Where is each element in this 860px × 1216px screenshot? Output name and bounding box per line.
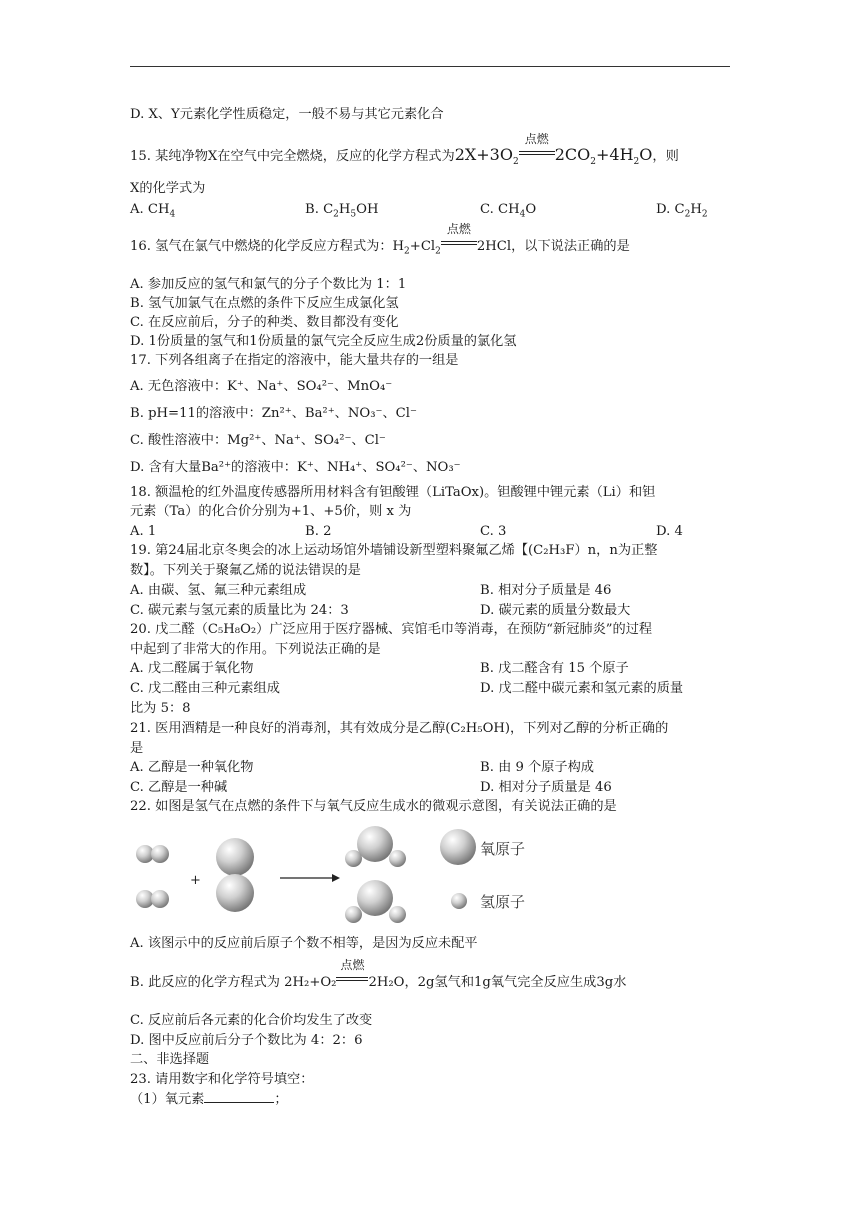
q19-stem-line1: 19. 第24届北京冬奥会的冰上运动场馆外墙铺设新型塑料聚氟乙烯【(C₂H₃F）n，n为正整 [130,543,658,558]
q18-option-b: B. 2 [305,524,332,539]
q23-item1: （1）氧元素 ； [130,1092,288,1107]
q21-option-d: D. 相对分子质量是 46 [480,780,612,795]
q21-stem-line2: 是 [130,741,144,756]
answer-blank[interactable] [204,1090,274,1103]
q15-option-d: D. $C_2H_2$ [656,202,708,220]
q22-stem: 22. 如图是氢气在点燃的条件下与氧气反应生成水的微观示意图，有关说法正确的是 [130,799,617,814]
q21-option-b: B. 由 9 个原子构成 [480,760,594,775]
oxygen-atom [357,880,393,916]
hydrogen-atom [151,845,169,863]
q18-option-a: A. 1 [130,524,157,539]
q15-equation: $2X+3O_2$ [454,145,519,168]
q15-option-b: B. $C_2H_5OH$ [305,202,379,220]
q21-option-c: C. 乙醇是一种碱 [130,780,228,795]
q21-stem-line1: 21. 医用酒精是一种良好的消毒剂，其有效成分是乙醇(C₂H₅OH)，下列对乙醇的分析正确的 [130,721,669,736]
q20-stem-line1: 20. 戊二醛（C₅H₈O₂）广泛应用于医疗器械、宾馆毛巾等消毒，在预防“新冠肺炎”的过程 [130,622,653,637]
q19-option-a: A. 由碳、氢、氟三种元素组成 [130,583,307,598]
q17-option-c: C. 酸性溶液中：Mg²⁺、Na⁺、SO₄²⁻、Cl⁻ [130,433,386,448]
q16-option-d: D. 1份质量的氢气和1份质量的氯气完全反应生成2份质量的氯化氢 [130,334,517,349]
q23-stem: 23. 请用数字和化学符号填空： [130,1072,314,1087]
q17-option-a: A. 无色溶液中：K⁺、Na⁺、SO₄²⁻、MnO₄⁻ [130,379,393,394]
q19-option-d: D. 碳元素的质量分数最大 [480,603,631,618]
hydrogen-atom [345,906,362,923]
oxygen-atom [216,838,254,876]
q22-option-d: D. 图中反应前后分子个数比为 4：2：6 [130,1033,363,1048]
hydrogen-legend-icon [451,893,467,909]
q18-option-c: C. 3 [480,524,507,539]
q16-option-c: C. 在反应前后，分子的种类、数目都没有变化 [130,315,399,330]
q20-option-a: A. 戊二醛属于氧化物 [130,661,254,676]
q20-option-b: B. 戊二醛含有 15 个原子 [480,661,629,676]
section-title: 二、非选择题 [130,1052,210,1067]
hydrogen-atom [151,890,169,908]
q16-stem: 16. 氢气在氯气中燃烧的化学反应方程式为：$H_2+Cl_2$ 点燃 2HCl，以下说法正确的是 [130,222,630,257]
q18-stem-line1: 18. 额温枪的红外温度传感器所用材料含有钽酸锂（LiTaOx)。钽酸锂中锂元素（Li）和钽 [130,485,656,500]
q19-option-c: C. 碳元素与氢元素的质量比为 24：3 [130,603,349,618]
q16-condition: 点燃 [441,238,477,256]
legend-oxygen-label: 氧原子 [480,840,526,858]
q22-option-c: C. 反应前后各元素的化合价均发生了改变 [130,1013,373,1028]
q19-option-b: B. 相对分子质量是 46 [480,583,612,598]
q17-option-d: D. 含有大量Ba²⁺的溶液中：K⁺、NH₄⁺、SO₄²⁻、NO₃⁻ [130,460,461,475]
hydrogen-atom [389,850,406,867]
oxygen-atom [216,874,254,912]
q15-option-a: A. $CH_4$ [130,202,176,220]
q20-option-d-cont: 比为 5：8 [130,701,191,716]
reaction-arrow-icon [280,872,340,884]
q22-option-b: B. 此反应的化学方程式为 2H₂+O₂ 点燃 2H₂O，2g氢气和1g氧气完全反应生成3g水 [130,958,627,990]
q15-condition: 点燃 [519,148,555,166]
hydrogen-atom [345,850,362,867]
q15-stem: 15. 某纯净物X在空气中完全燃烧，反应的化学方程式为$2X+3O_2$ 点燃 $2CO_2+4H_2O$，则 [130,132,679,168]
q22-condition: 点燃 [336,974,368,992]
header-rule [130,66,730,67]
q14-option-d: D. X、Y元素化学性质稳定，一般不易与其它元素化合 [130,107,444,122]
q19-stem-line2: 数】。下列关于聚氟乙烯的说法错误的是 [130,563,361,578]
oxygen-legend-icon [440,829,476,865]
legend-hydrogen-label: 氢原子 [480,893,526,911]
q20-option-d: D. 戊二醛中碳元素和氢元素的质量 [480,681,684,696]
oxygen-atom [357,826,393,862]
q17-stem: 17. 下列各组离子在指定的溶液中，能大量共存的一组是 [130,353,459,368]
q22-option-a: A. 该图示中的反应前后原子个数不相等，是因为反应未配平 [130,936,478,951]
q18-stem-line2: 元素（Ta）的化合价分别为+1、+5价，则 x 为 [130,504,412,519]
hydrogen-atom [389,906,406,923]
q16-option-b: B. 氢气加氯气在点燃的条件下反应生成氯化氢 [130,296,399,311]
q18-option-d: D. 4 [656,524,683,539]
q21-option-a: A. 乙醇是一种氧化物 [130,760,254,775]
plus-sign: + [190,873,201,888]
q15-option-c: C. $CH_4O$ [480,202,537,220]
q17-option-b: B. pH=11的溶液中：Zn²⁺、Ba²⁺、NO₃⁻、Cl⁻ [130,406,417,421]
q20-option-c: C. 戊二醛由三种元素组成 [130,681,280,696]
q16-option-a: A. 参加反应的氢气和氯气的分子个数比为 1：1 [130,277,407,292]
q20-stem-line2: 中起到了非常大的作用。下列说法正确的是 [130,642,381,657]
q15-stem-line2: X的化学式为 [130,181,206,196]
